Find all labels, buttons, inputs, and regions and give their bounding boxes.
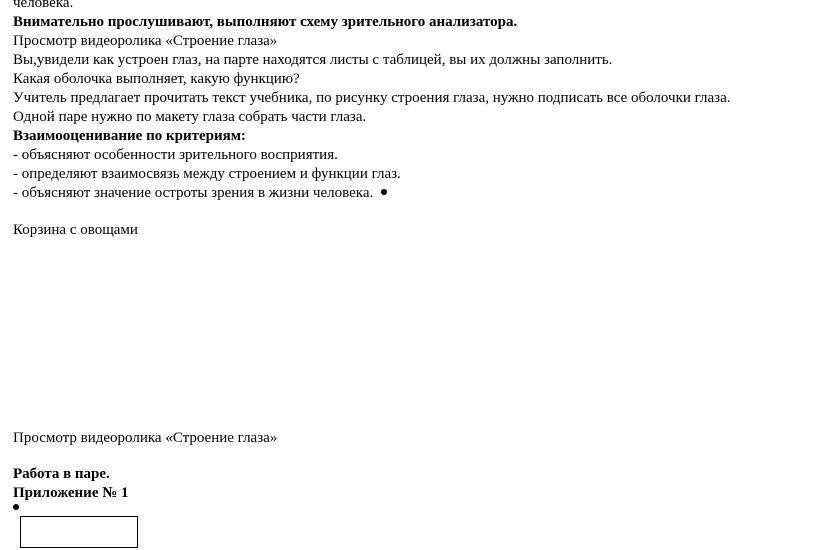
text-line-video: Просмотр видеоролика «Строение глаза»: [13, 33, 278, 49]
criterion-3-text: - объясняют значение остроты зрения в жизни человека.: [13, 185, 374, 201]
empty-box: [20, 516, 138, 548]
basket-caption: Корзина с овощами: [13, 222, 138, 238]
text-line-model: Одной паре нужно по макету глаза собрать части глаза.: [13, 109, 367, 125]
video-caption: Просмотр видеоролика «Строение глаза»: [13, 430, 278, 446]
text-line-question: Какая оболочка выполняет, какую функцию?: [13, 71, 300, 87]
text-line-criteria-heading: Взаимооценивание по критериям:: [13, 128, 246, 144]
text-line-tables: Вы,увидели как устроен глаз, на парте находятся листы с таблицей, вы их должны заполнить.: [13, 52, 613, 68]
text-line-continuation: человека.: [13, 0, 74, 11]
text-line-textbook: Учитель предлагает прочитать текст учебника, по рисунку строения глаза, нужно подписать все оболочки глаза.: [13, 90, 731, 106]
text-line-listen-heading: Внимательно прослушивают, выполняют схему зрительного анализатора.: [13, 14, 518, 30]
text-line-criterion-1: - объясняют особенности зрительного восприятия.: [13, 147, 338, 163]
pair-work-heading: Работа в паре.: [13, 466, 110, 482]
bullet-icon: [13, 504, 19, 510]
text-line-criterion-2: - определяют взаимосвязь между строением и функции глаз.: [13, 166, 401, 182]
bullet-icon: [381, 189, 387, 195]
text-line-criterion-3: [13, 184, 387, 202]
appendix-heading: Приложение № 1: [13, 485, 129, 501]
